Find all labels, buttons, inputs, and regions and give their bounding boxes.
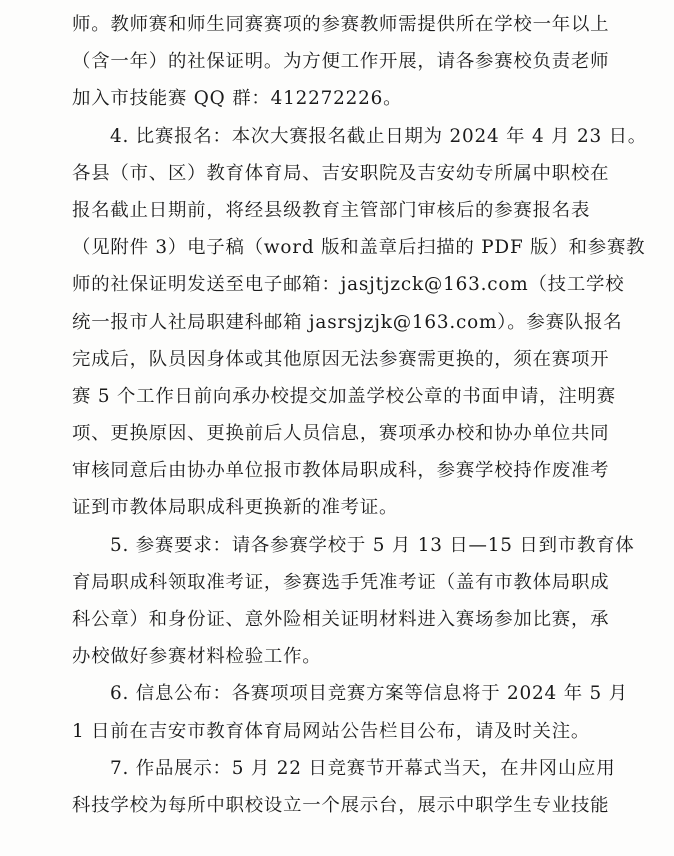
text-line: 科公章）和身份证、意外险相关证明材料进入赛场参加比赛，承 xyxy=(72,609,610,630)
text-line: 完成后，队员因身体或其他原因无法参赛需更换的，须在赛项开 xyxy=(72,348,610,370)
section-heading-line: 7. 作品展示：5 月 22 日竞赛节开幕式当天，在井冈山应用 xyxy=(110,757,616,779)
text-line: （见附件 3）电子稿（word 版和盖章后扫描的 PDF 版）和参赛教 xyxy=(72,237,646,259)
text-line: 科技学校为每所中职校设立一个展示台，展示中职学生专业技能 xyxy=(72,794,610,816)
text-line: 赛 5 个工作日前向承办校提交加盖学校公章的书面申请，注明赛 xyxy=(72,385,616,407)
text-line: （含一年）的社保证明。为方便工作开展，请各参赛校负责老师 xyxy=(72,51,610,73)
text-line: 师。教师赛和师生同赛赛项的参赛教师需提供所在学校一年以上 xyxy=(72,14,610,35)
text-line: 证到市教体局职成科更换新的准考证。 xyxy=(72,497,399,519)
text-line: 统一报市人社局职建科邮箱 jasrsjzjk@163.com）。参赛队报名 xyxy=(72,311,623,333)
text-line: 审核同意后由协办单位报市教体局职成科，参赛学校持作废准考 xyxy=(72,460,610,482)
text-line: 报名截止日期前，将经县级教育主管部门审核后的参赛报名表 xyxy=(72,199,591,221)
text-line: 项、更换原因、更换前后人员信息，赛项承办校和协办单位共同 xyxy=(72,423,610,445)
section-heading-line: 4. 比赛报名：本次大赛报名截止日期为 2024 年 4 月 23 日。 xyxy=(110,125,647,147)
text-line: 各县（市、区）教育体育局、吉安职院及吉安幼专所属中职校在 xyxy=(72,162,610,184)
section-heading-line: 5. 参赛要求：请各参赛学校于 5 月 13 日—15 日到市教育体 xyxy=(110,534,635,556)
document-body xyxy=(72,6,647,824)
text-line: 育局职成科领取准考证，参赛选手凭准考证（盖有市教体局职成 xyxy=(72,571,610,593)
text-line: 师的社保证明发送至电子邮箱：jasjtjzck@163.com（技工学校 xyxy=(72,274,625,296)
section-heading-line: 6. 信息公布：各赛项项目竞赛方案等信息将于 2024 年 5 月 xyxy=(110,683,628,705)
text-line: 1 日前在吉安市教育体育局网站公告栏目公布，请及时关注。 xyxy=(72,720,591,742)
text-line: 加入市技能赛 QQ 群：412272226。 xyxy=(72,88,403,110)
text-line: 办校做好参赛材料检验工作。 xyxy=(72,646,322,668)
